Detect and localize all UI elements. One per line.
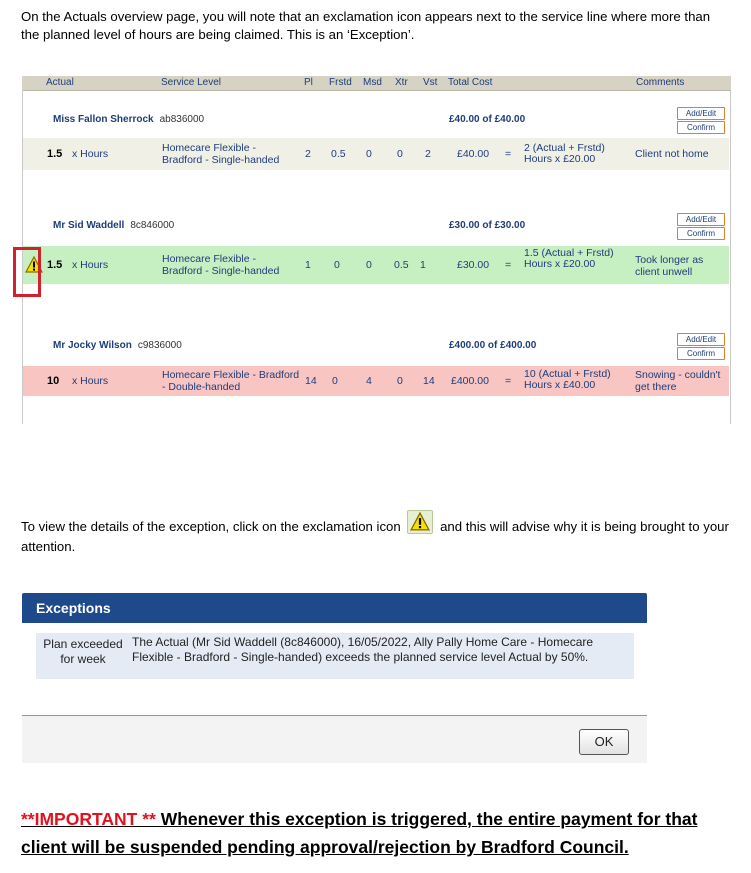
frstd-value: 0	[332, 375, 338, 387]
pl-value: 14	[305, 375, 317, 387]
vst-value: 14	[423, 375, 435, 387]
msd-value: 4	[366, 375, 372, 387]
intro-paragraph: On the Actuals overview page, you will note that an exclamation icon appears next to the service line where more than the planned level of hours are being claimed. This is an ‘Exception’.	[21, 9, 711, 42]
important-note	[21, 805, 733, 861]
client-total: £40.00 of £40.00	[449, 114, 526, 125]
service-line-row[interactable]	[23, 138, 729, 170]
table-right-border	[730, 90, 731, 424]
client-row	[23, 212, 729, 238]
exception-row	[36, 633, 634, 679]
dialog-title: Exceptions	[36, 600, 111, 616]
highlight-box	[13, 247, 41, 297]
pl-value: 1	[305, 259, 311, 271]
client-ref: c9836000	[137, 340, 182, 351]
exception-label: Plan exceeded for week	[43, 637, 123, 666]
actual-value: 1.5	[47, 148, 63, 160]
dialog-header	[22, 593, 647, 623]
add-edit-button[interactable]: Add/Edit	[677, 213, 725, 226]
client-total: £30.00 of £30.00	[449, 220, 526, 231]
equals-sign: =	[505, 148, 512, 160]
service-level: Homecare Flexible - Bradford - Double-handed	[162, 369, 300, 393]
comment: Client not home	[635, 148, 709, 160]
warning-triangle-icon	[407, 510, 433, 534]
equals-sign: =	[505, 259, 512, 271]
add-edit-button[interactable]: Add/Edit	[677, 333, 725, 346]
xtr-value: 0.5	[394, 259, 409, 271]
service-line-row-exception[interactable]	[23, 246, 729, 284]
actual-value: 1.5	[47, 259, 63, 271]
comment: Snowing - couldn't get there	[635, 369, 721, 393]
cost-formula: 1.5 (Actual + Frstd) Hours x £20.00	[524, 247, 614, 270]
instruction-paragraph: To view the details of the exception, click on the exclamation icon and this will advise why it is being brought to your attention.	[21, 510, 736, 557]
vst-value: 1	[420, 259, 426, 271]
header-pl: Pl	[304, 77, 313, 88]
client-row	[23, 106, 729, 132]
header-actual: Actual	[46, 77, 74, 88]
dialog-body	[22, 623, 647, 715]
vst-value: 2	[425, 148, 431, 160]
service-level: Homecare Flexible - Bradford - Single-handed	[162, 253, 280, 277]
header-comments: Comments	[636, 77, 685, 88]
client-name: Mr Sid Waddell 8c846000	[53, 220, 175, 231]
client-name: Miss Fallon Sherrock ab836000	[53, 114, 205, 125]
msd-value: 0	[366, 148, 372, 160]
actuals-table	[22, 76, 731, 424]
actual-unit: x Hours	[72, 259, 109, 271]
header-vst: Vst	[423, 77, 438, 88]
client-row	[23, 332, 729, 358]
exception-message: The Actual (Mr Sid Waddell (8c846000), 16/05/2022, Ally Pally Home Care - Homecare Flexible - Bradford - Single-handed) exceeds the planned service level Actual by 50%.	[132, 635, 594, 664]
dialog-footer	[22, 716, 647, 763]
confirm-button[interactable]: Confirm	[677, 347, 725, 360]
header-xtr: Xtr	[395, 77, 408, 88]
header-frstd: Frstd	[329, 77, 352, 88]
client-name: Mr Jocky Wilson c9836000	[53, 340, 182, 351]
confirm-button[interactable]: Confirm	[677, 121, 725, 134]
xtr-value: 0	[397, 148, 403, 160]
table-header	[22, 76, 731, 91]
header-total-cost: Total Cost	[448, 77, 493, 88]
header-service-level: Service Level	[161, 77, 222, 88]
frstd-value: 0	[334, 259, 340, 271]
actual-value: 10	[47, 375, 60, 387]
actual-unit: x Hours	[72, 148, 109, 160]
cost-value: £40.00	[457, 148, 490, 160]
client-ref: ab836000	[159, 114, 205, 125]
exceptions-dialog	[22, 593, 647, 763]
frstd-value: 0.5	[331, 148, 346, 160]
cost-value: £30.00	[457, 259, 490, 271]
ok-button[interactable]: OK	[579, 729, 629, 755]
important-text: Whenever this exception is triggered, the entire payment for that client will be suspended pending approval/rejection by Bradford Council.	[21, 809, 698, 857]
client-total: £400.00 of £400.00	[449, 340, 537, 351]
cost-value: £400.00	[451, 375, 489, 387]
equals-sign: =	[505, 375, 512, 387]
header-msd: Msd	[363, 77, 382, 88]
service-level: Homecare Flexible - Bradford - Single-handed	[162, 142, 280, 166]
add-edit-button[interactable]: Add/Edit	[677, 107, 725, 120]
pl-value: 2	[305, 148, 311, 160]
confirm-button[interactable]: Confirm	[677, 227, 725, 240]
cost-formula: 10 (Actual + Frstd) Hours x £40.00	[524, 368, 611, 391]
client-ref: 8c846000	[130, 220, 175, 231]
comment: Took longer as client unwell	[635, 254, 704, 278]
service-line-row[interactable]	[23, 366, 729, 396]
actual-unit: x Hours	[72, 375, 109, 387]
msd-value: 0	[366, 259, 372, 271]
xtr-value: 0	[397, 375, 403, 387]
important-prefix: **IMPORTANT **	[21, 809, 156, 829]
cost-formula: 2 (Actual + Frstd) Hours x £20.00	[524, 142, 605, 165]
